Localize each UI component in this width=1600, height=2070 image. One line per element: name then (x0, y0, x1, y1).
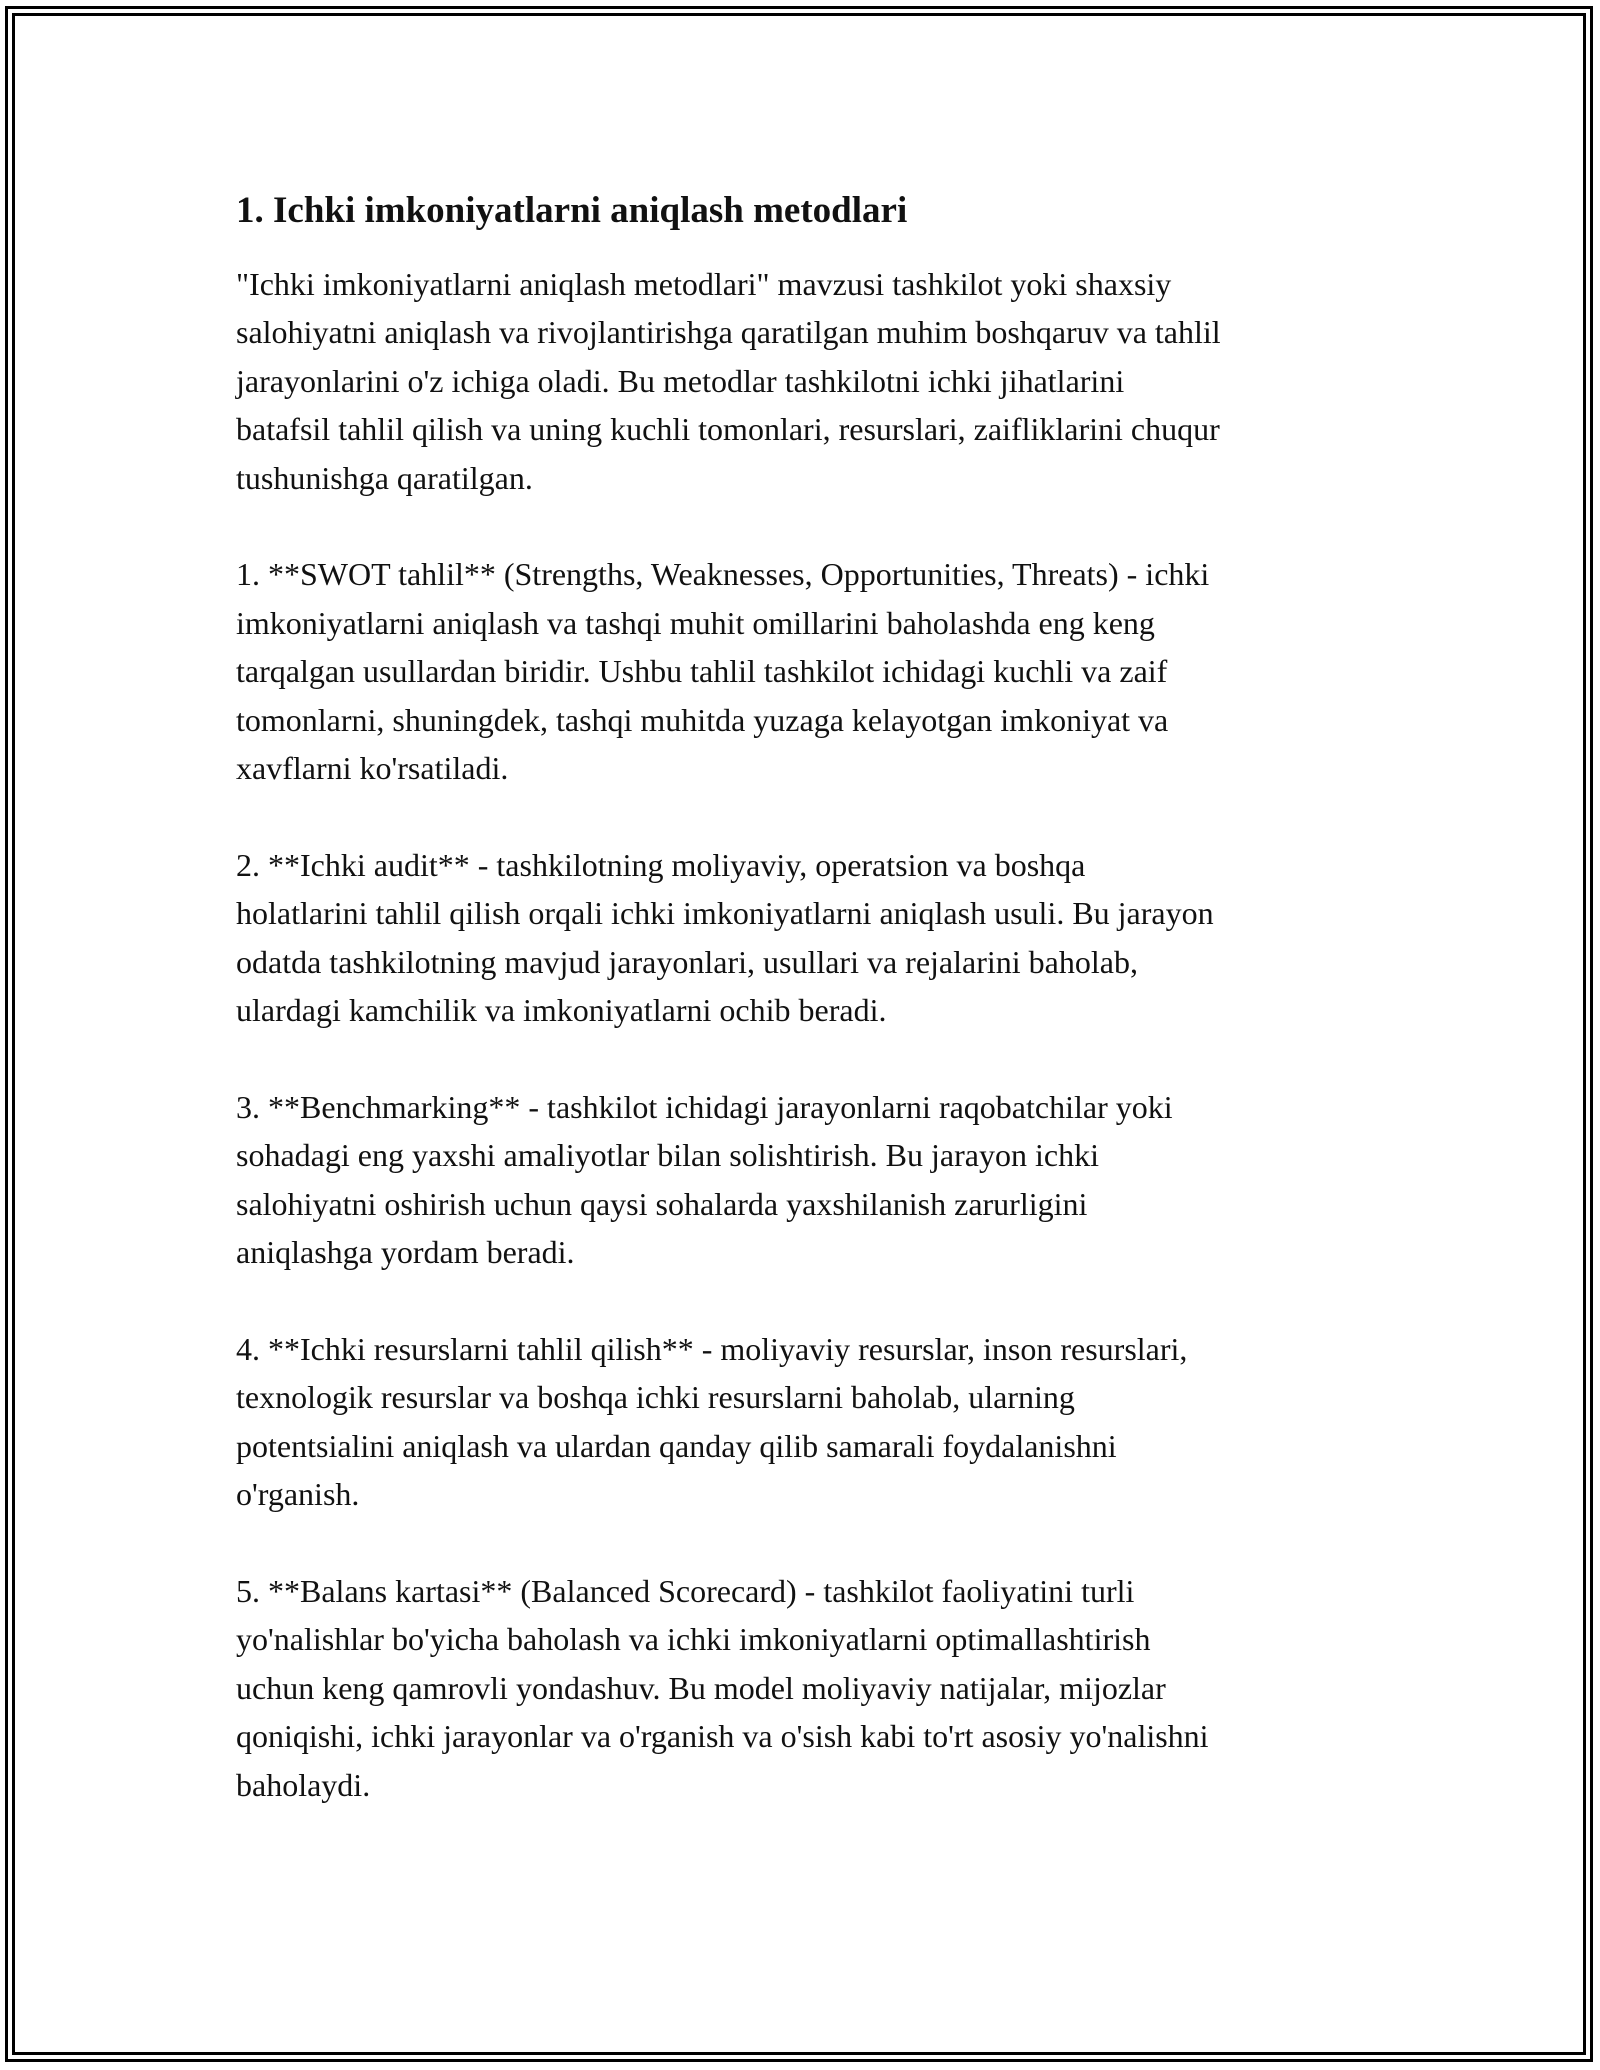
text-line: tomonlarni, shuningdek, tashqi muhitda yuzaga kelayotgan imkoniyat va (236, 701, 1169, 738)
paragraph-intro (236, 260, 1376, 502)
text-line: uchun keng qamrovli yondashuv. Bu model moliyaviy natijalar, mijozlar (236, 1669, 1166, 1706)
text-line: salohiyatni aniqlash va rivojlantirishga qaratilgan muhim boshqaruv va tahlil (236, 314, 1221, 351)
text-line: tarqalgan usullardan biridir. Ushbu tahlil tashkilot ichidagi kuchli va zaif (236, 653, 1168, 690)
text-line: xavflarni ko'rsatiladi. (236, 750, 509, 787)
paragraph-resources (236, 1325, 1376, 1519)
text-line: ulardagi kamchilik va imkoniyatlarni ochib beradi. (236, 992, 887, 1029)
text-line: imkoniyatlarni aniqlash va tashqi muhit omillarini baholashda eng keng (236, 604, 1155, 641)
text-line: batafsil tahlil qilish va uning kuchli tomonlari, resurslari, zaifliklarini chuqur (236, 411, 1220, 448)
text-line: jarayonlarini o'z ichiga oladi. Bu metodlar tashkilotni ichki jihatlarini (236, 362, 1125, 399)
text-line: "Ichki imkoniyatlarni aniqlash metodlari" mavzusi tashkilot yoki shaxsiy (236, 266, 1172, 302)
text-line: o'rganish. (236, 1476, 360, 1513)
text-line: 5. **Balans kartasi** (Balanced Scorecard) - tashkilot faoliyatini turli (236, 1572, 1135, 1609)
text-line: 1. **SWOT tahlil** (Strengths, Weaknesses, Opportunities, Threats) - ichki (236, 556, 1210, 593)
text-line: 3. **Benchmarking** - tashkilot ichidagi jarayonlarni raqobatchilar yoki (236, 1088, 1173, 1125)
paragraph-swot (236, 550, 1376, 792)
text-line: qoniqishi, ichki jarayonlar va o'rganish va o'sish kabi to'rt asosiy yo'nalishni (236, 1718, 1209, 1755)
paragraph-balanced-scorecard (236, 1567, 1376, 1809)
paragraph-internal-audit (236, 841, 1376, 1035)
document-body (236, 186, 1376, 1809)
text-line: holatlarini tahlil qilish orqali ichki imkoniyatlarni aniqlash usuli. Bu jarayon (236, 895, 1214, 932)
text-line: potentsialini aniqlash va ulardan qanday qilib samarali foydalanishni (236, 1427, 1117, 1464)
text-line: 4. **Ichki resurslarni tahlil qilish** - moliyaviy resurslar, inson resurslari, (236, 1330, 1188, 1367)
document-title: 1. Ichki imkoniyatlarni aniqlash metodlari (236, 190, 908, 231)
text-line: tushunishga qaratilgan. (236, 459, 533, 496)
text-line: baholaydi. (236, 1766, 371, 1803)
text-line: texnologik resurslar va boshqa ichki resurslarni baholab, ularning (236, 1379, 1075, 1416)
text-line: salohiyatni oshirish uchun qaysi sohalarda yaxshilanish zarurligini (236, 1185, 1088, 1222)
text-line: yo'nalishlar bo'yicha baholash va ichki imkoniyatlarni optimallashtirish (236, 1621, 1151, 1658)
text-line: 2. **Ichki audit** - tashkilotning moliyaviy, operatsion va boshqa (236, 846, 1086, 883)
text-line: sohadagi eng yaxshi amaliyotlar bilan solishtirish. Bu jarayon ichki (236, 1137, 1099, 1174)
text-line: odatda tashkilotning mavjud jarayonlari, usullari va rejalarini baholab, (236, 943, 1138, 980)
paragraph-benchmarking (236, 1083, 1376, 1277)
text-line: aniqlashga yordam beradi. (236, 1234, 575, 1271)
